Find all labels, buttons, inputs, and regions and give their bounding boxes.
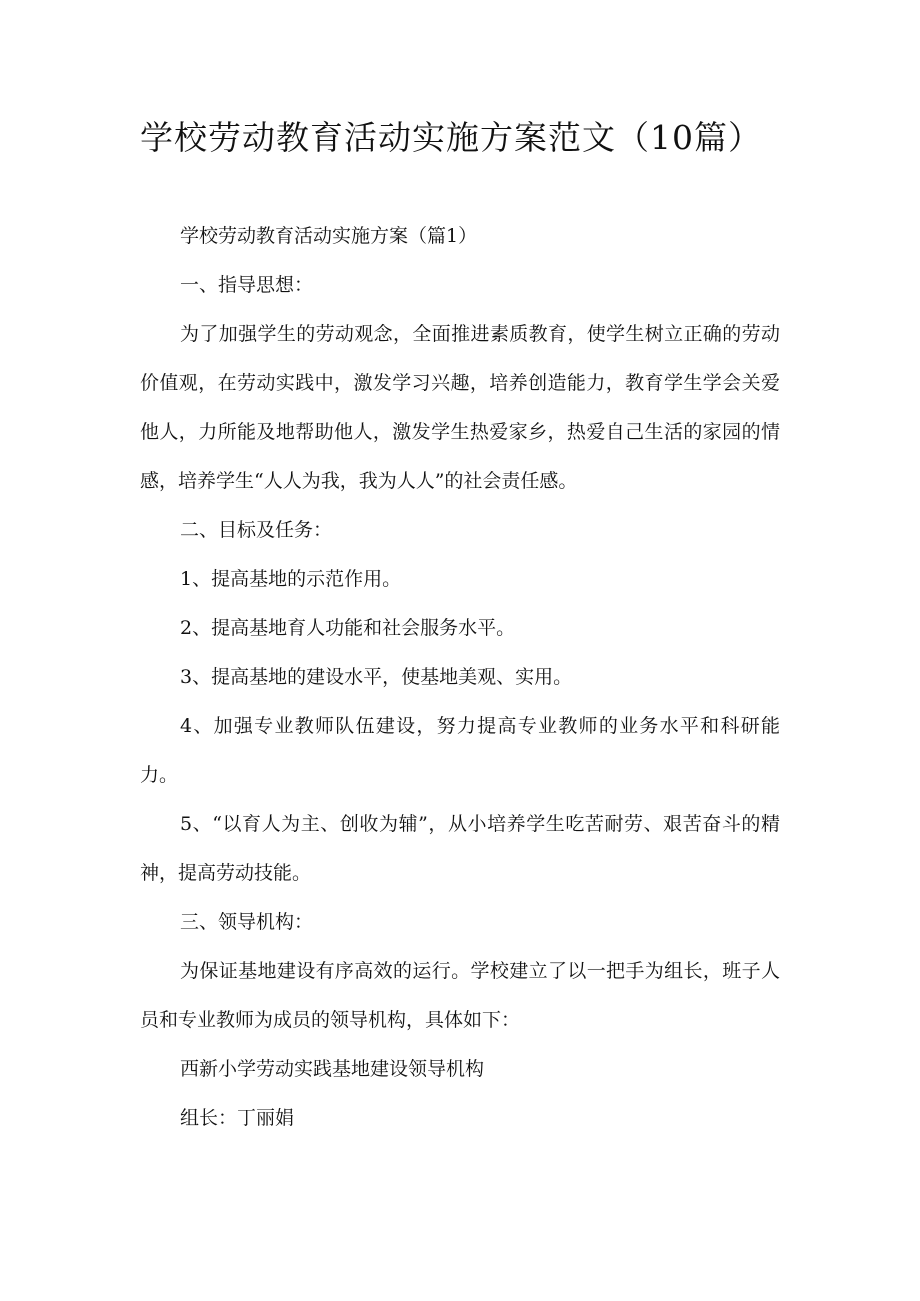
paragraph-guiding-ideology: 为了加强学生的劳动观念，全面推进素质教育，使学生树立正确的劳动价值观，在劳动实践中，激发学习兴趣，培养创造能力，教育学生学会关爱他人，力所能及地帮助他人，激发学生热爱家乡，热爱自己生活的家园的情感，培养学生“人人为我，我为人人”的社会责任感。 [140,323,780,492]
list-item-goal-1: 1、提高基地的示范作用。 [180,568,402,590]
section-heading: 学校劳动教育活动实施方案（篇1） [180,225,478,247]
list-item-goal-4: 4、加强专业教师队伍建设，努力提高专业教师的业务水平和科研能力。 [140,715,780,786]
list-item-goal-5: 5、“以育人为主、创收为辅”，从小培养学生吃苦耐劳、艰苦奋斗的精神，提高劳动技能。 [140,813,780,884]
document-body [140,212,780,1143]
list-item-goal-2: 2、提高基地育人功能和社会服务水平。 [180,617,516,639]
paragraph-leadership: 为保证基地建设有序高效的运行。学校建立了以一把手为组长，班子人员和专业教师为成员的领导机构，具体如下： [140,960,780,1031]
document-title: 学校劳动教育活动实施方案范文（10篇） [140,118,762,157]
subheading-goals-tasks: 二、目标及任务： [180,519,333,541]
leadership-org-name: 西新小学劳动实践基地建设领导机构 [180,1058,485,1080]
subheading-leadership: 三、领导机构： [180,911,314,933]
list-item-goal-3: 3、提高基地的建设水平，使基地美观、实用。 [180,666,573,688]
leadership-leader: 组长：丁丽娟 [180,1107,295,1129]
subheading-guiding-ideology: 一、指导思想： [180,274,314,296]
